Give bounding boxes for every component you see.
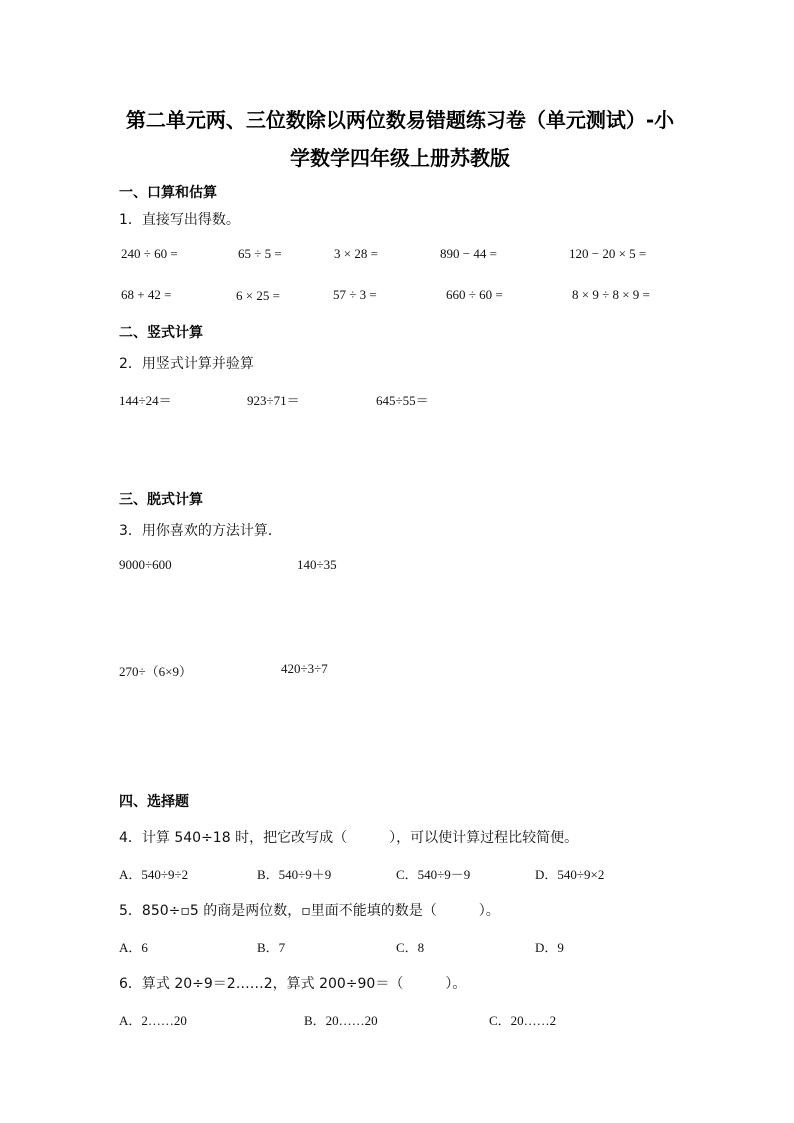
q3-item-3: 270÷（6×9） <box>119 664 192 679</box>
q6-option-b[interactable]: B．20……20 <box>304 1013 378 1028</box>
q2-item-2: 923÷71＝ <box>247 393 300 408</box>
q1-expr-1: 240 ÷ 60 = <box>121 246 178 261</box>
q2-item-1: 144÷24＝ <box>119 393 172 408</box>
q1-expr-3: 3 × 28 = <box>334 246 378 261</box>
q3-item-1: 9000÷600 <box>119 557 172 572</box>
question-1-prompt: 1．直接写出得数。 <box>119 212 240 228</box>
page-title-line-2: 学数学四年级上册苏教版 <box>290 146 510 170</box>
section-heading-multiple-choice: 四、选择题 <box>119 794 189 810</box>
q4-option-d[interactable]: D．540÷9×2 <box>535 867 605 882</box>
question-2-prompt: 2．用竖式计算并验算 <box>119 356 254 372</box>
q1-expr-5: 120 − 20 × 5 = <box>569 246 647 261</box>
question-3-prompt: 3．用你喜欢的方法计算． <box>119 523 282 539</box>
q5-option-c[interactable]: C．8 <box>396 940 425 955</box>
section-heading-vertical-calc: 二、竖式计算 <box>119 325 203 341</box>
question-6-prompt: 6．算式 20÷9＝2……2，算式 200÷90＝（ ）。 <box>119 976 467 992</box>
q1-expr-7: 6 × 25 = <box>236 288 280 303</box>
q1-expr-10: 8 × 9 ÷ 8 × 9 = <box>572 287 650 302</box>
q2-item-3: 645÷55＝ <box>376 393 429 408</box>
q6-option-c[interactable]: C．20……2 <box>489 1013 557 1028</box>
question-5-prompt: 5．850÷▫5 的商是两位数，▫里面不能填的数是（ ）。 <box>119 903 500 919</box>
q1-expr-9: 660 ÷ 60 = <box>446 287 503 302</box>
q4-option-a[interactable]: A．540÷9÷2 <box>119 867 189 882</box>
q6-option-a[interactable]: A．2……20 <box>119 1013 187 1028</box>
q5-option-a[interactable]: A．6 <box>119 940 148 955</box>
q5-option-b[interactable]: B．7 <box>257 940 286 955</box>
q4-option-c[interactable]: C．540÷9－9 <box>396 867 471 882</box>
section-heading-oral-calc: 一、口算和估算 <box>119 185 217 201</box>
question-4-prompt: 4．计算 540÷18 时，把它改写成（ ），可以使计算过程比较简便。 <box>119 830 579 846</box>
q1-expr-2: 65 ÷ 5 = <box>238 246 282 261</box>
page-title-line-1: 第二单元两、三位数除以两位数易错题练习卷（单元测试）-小 <box>125 108 675 132</box>
q3-item-2: 140÷35 <box>297 557 337 572</box>
q4-option-b[interactable]: B．540÷9＋9 <box>257 867 332 882</box>
q1-expr-6: 68 + 42 = <box>121 287 172 302</box>
q3-item-4: 420÷3÷7 <box>281 661 328 676</box>
q5-option-d[interactable]: D．9 <box>535 940 564 955</box>
q1-expr-4: 890 − 44 = <box>440 246 497 261</box>
section-heading-step-calc: 三、脱式计算 <box>119 492 203 508</box>
q1-expr-8: 57 ÷ 3 = <box>333 287 377 302</box>
